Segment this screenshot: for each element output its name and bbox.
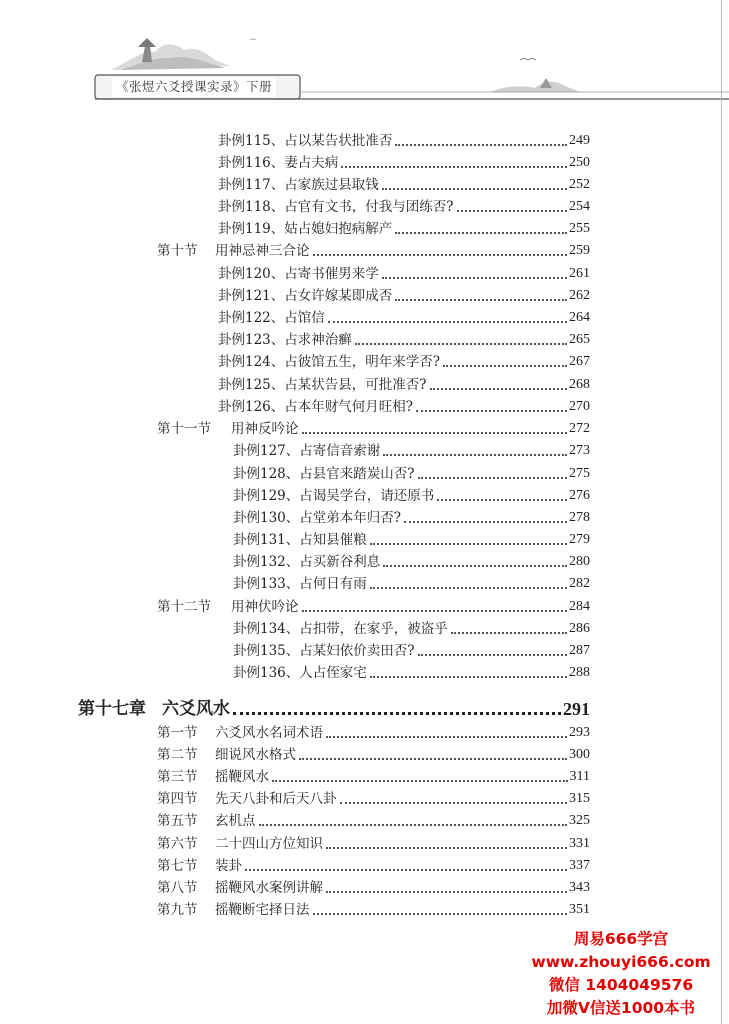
section-number: 第二节 — [157, 747, 198, 763]
leader-dots — [395, 144, 567, 146]
page-number: 278 — [569, 510, 590, 525]
toc-section-row — [157, 878, 590, 898]
toc-example-row — [218, 153, 590, 173]
toc-section-row — [157, 856, 590, 876]
watermark-line-1: 周易666学宫 — [573, 930, 669, 948]
page-number: 325 — [569, 813, 590, 828]
toc-example-row — [218, 375, 590, 395]
entry-title: 用神伏吟论 — [231, 599, 299, 615]
toc-example-row — [218, 308, 590, 328]
entry-title: 卦例130、占堂弟本年归否? — [233, 510, 402, 526]
page-number: 268 — [569, 377, 590, 392]
entry-title: 卦例133、占何日有雨 — [233, 576, 367, 592]
page-number: 275 — [569, 466, 590, 481]
section-number: 第四节 — [157, 791, 198, 807]
entry-title: 卦例122、占馆信 — [218, 310, 325, 326]
page-number: 254 — [569, 199, 590, 214]
leader-dots — [418, 654, 567, 656]
leader-dots — [404, 521, 567, 523]
leader-dots — [341, 166, 567, 168]
leader-dots — [302, 432, 568, 434]
entry-title: 细说风水格式 — [215, 747, 296, 763]
page-number: 331 — [569, 836, 590, 851]
toc-example-row — [233, 441, 590, 461]
page-number: 293 — [569, 725, 590, 740]
section-number: 第九节 — [157, 902, 198, 918]
section-number: 第八节 — [157, 880, 198, 896]
toc-example-row — [218, 286, 590, 306]
leader-dots — [383, 454, 567, 456]
leader-dots — [233, 712, 561, 715]
leader-dots — [313, 913, 568, 915]
entry-title: 卦例136、人占侄家宅 — [233, 665, 367, 681]
leader-dots — [430, 388, 567, 390]
entry-title: 卦例129、占谒吴学台，请还原书 — [233, 488, 435, 504]
toc-example-row — [233, 530, 590, 550]
leader-dots — [326, 891, 567, 893]
entry-title: 用神忌神三合论 — [215, 243, 310, 259]
leader-dots — [370, 543, 567, 545]
leader-dots — [383, 565, 567, 567]
entry-title: 卦例132、占买新谷利息 — [233, 554, 381, 570]
leader-dots — [328, 321, 567, 323]
entry-title: 卦例125、占某状告县，可批准否? — [218, 377, 427, 393]
toc-section-row — [157, 834, 590, 854]
entry-title: 卦例118、占官有文书，付我与团练否? — [218, 199, 454, 215]
toc-example-row — [218, 397, 590, 417]
watermark — [521, 928, 721, 1020]
entry-title: 摇鞭风水 — [215, 769, 269, 785]
page-number: 337 — [569, 858, 590, 873]
toc-example-row — [233, 663, 590, 683]
page-number: 249 — [569, 133, 590, 148]
section-number: 第三节 — [157, 769, 198, 785]
leader-dots — [355, 343, 567, 345]
toc-section-row — [157, 597, 590, 617]
toc-section-row — [157, 745, 590, 765]
entry-title: 卦例120、占寄书催男来学 — [218, 266, 379, 282]
entry-title: 卦例116、妻占夫病 — [218, 155, 339, 171]
page-number: 272 — [569, 421, 590, 436]
toc-section-row — [157, 723, 590, 743]
leader-dots — [416, 410, 567, 412]
entry-title: 装卦 — [215, 858, 242, 874]
entry-title: 摇鞭风水案例讲解 — [215, 880, 323, 896]
entry-title: 用神反吟论 — [231, 421, 299, 437]
entry-title: 卦例126、占本年财气何月旺相? — [218, 399, 414, 415]
page-number: 291 — [563, 699, 590, 719]
leader-dots — [370, 587, 567, 589]
page-number: 259 — [569, 243, 590, 258]
entry-title: 卦例127、占寄信音索谢 — [233, 443, 381, 459]
entry-title: 卦例115、占以某告状批准否 — [218, 133, 393, 149]
page-number: 270 — [569, 399, 590, 414]
leader-dots — [313, 254, 568, 256]
page-number: 287 — [569, 643, 590, 658]
leader-dots — [395, 299, 567, 301]
header-landscape-art — [0, 0, 729, 110]
entry-title: 卦例134、占扣带，在家乎，被盗乎 — [233, 621, 448, 637]
page-number: 311 — [569, 769, 590, 784]
entry-title: 六爻风水 — [162, 699, 230, 719]
watermark-line-2: www.zhouyi666.com — [531, 953, 711, 971]
leader-dots — [382, 277, 567, 279]
toc-example-row — [233, 464, 590, 484]
entry-title: 卦例135、占某妇依价卖田否? — [233, 643, 415, 659]
page-number: 351 — [569, 902, 590, 917]
toc-example-row — [233, 619, 590, 639]
toc-section-row — [157, 241, 590, 261]
toc-section-row — [157, 811, 590, 831]
section-number: 第十一节 — [157, 421, 211, 437]
entry-title: 卦例131、占知县催粮 — [233, 532, 367, 548]
leader-dots — [259, 824, 568, 826]
section-number: 第十二节 — [157, 599, 211, 615]
leader-dots — [326, 736, 567, 738]
toc-example-row — [218, 352, 590, 372]
leader-dots — [272, 780, 568, 782]
page-number: 267 — [569, 354, 590, 369]
leader-dots — [395, 232, 567, 234]
entry-title: 卦例117、占家族过县取钱 — [218, 177, 379, 193]
page-number: 250 — [569, 155, 590, 170]
watermark-line-4: 加微V信送1000本书 — [546, 999, 696, 1017]
toc-example-row — [218, 330, 590, 350]
page-number: 315 — [569, 791, 590, 806]
leader-dots — [437, 499, 567, 501]
page-number: 255 — [569, 221, 590, 236]
toc-example-row — [233, 552, 590, 572]
toc-example-row — [218, 175, 590, 195]
leader-dots — [299, 758, 567, 760]
page-number: 343 — [569, 880, 590, 895]
entry-title: 六爻风水名词术语 — [215, 725, 323, 741]
toc-example-row — [218, 219, 590, 239]
chapter-number: 第十七章 — [78, 699, 146, 719]
toc-section-row — [157, 419, 590, 439]
leader-dots — [340, 802, 568, 804]
leader-dots — [382, 188, 567, 190]
toc-example-row — [233, 574, 590, 594]
page-number: 276 — [569, 488, 590, 503]
section-number: 第一节 — [157, 725, 198, 741]
leader-dots — [443, 365, 567, 367]
page-number: 284 — [569, 599, 590, 614]
page-number: 262 — [569, 288, 590, 303]
entry-title: 卦例124、占彼馆五生，明年来学否? — [218, 354, 441, 370]
page-number: 264 — [569, 310, 590, 325]
leader-dots — [302, 610, 568, 612]
toc-example-row — [218, 131, 590, 151]
page-number: 261 — [569, 266, 590, 281]
toc-chapter-row — [78, 697, 590, 721]
leader-dots — [457, 210, 567, 212]
toc-example-row — [233, 486, 590, 506]
toc-section-row — [157, 900, 590, 920]
page-number: 282 — [569, 576, 590, 591]
leader-dots — [370, 676, 567, 678]
page-number: 280 — [569, 554, 590, 569]
section-number: 第十节 — [157, 243, 198, 259]
entry-title: 玄机点 — [215, 813, 256, 829]
toc-section-row — [157, 789, 590, 809]
leader-dots — [418, 477, 567, 479]
leader-dots — [451, 632, 567, 634]
section-number: 第七节 — [157, 858, 198, 874]
section-number: 第五节 — [157, 813, 198, 829]
entry-title: 卦例128、占县官来踏炭山否? — [233, 466, 415, 482]
entry-title: 卦例121、占女许嫁某即成否 — [218, 288, 393, 304]
entry-title: 摇鞭断宅择日法 — [215, 902, 310, 918]
toc-example-row — [233, 641, 590, 661]
page-number: 300 — [569, 747, 590, 762]
toc-section-row — [157, 767, 590, 787]
entry-title: 二十四山方位知识 — [215, 836, 323, 852]
section-number: 第六节 — [157, 836, 198, 852]
page-number: 265 — [569, 332, 590, 347]
page-number: 273 — [569, 443, 590, 458]
running-header-title: 《张煜六爻授课实录》下册 — [112, 77, 276, 97]
entry-title: 卦例119、姑占媳妇抱病解产 — [218, 221, 393, 237]
watermark-line-3: 微信 1404049576 — [548, 976, 694, 994]
page-edge-line — [721, 0, 722, 1024]
page-number: 286 — [569, 621, 590, 636]
page-number: 252 — [569, 177, 590, 192]
leader-dots — [326, 847, 567, 849]
toc-example-row — [218, 197, 590, 217]
page-number: 279 — [569, 532, 590, 547]
entry-title: 先天八卦和后天八卦 — [215, 791, 337, 807]
page-number: 288 — [569, 665, 590, 680]
entry-title: 卦例123、占求神治癣 — [218, 332, 352, 348]
toc-example-row — [218, 264, 590, 284]
toc-example-row — [233, 508, 590, 528]
leader-dots — [245, 869, 567, 871]
